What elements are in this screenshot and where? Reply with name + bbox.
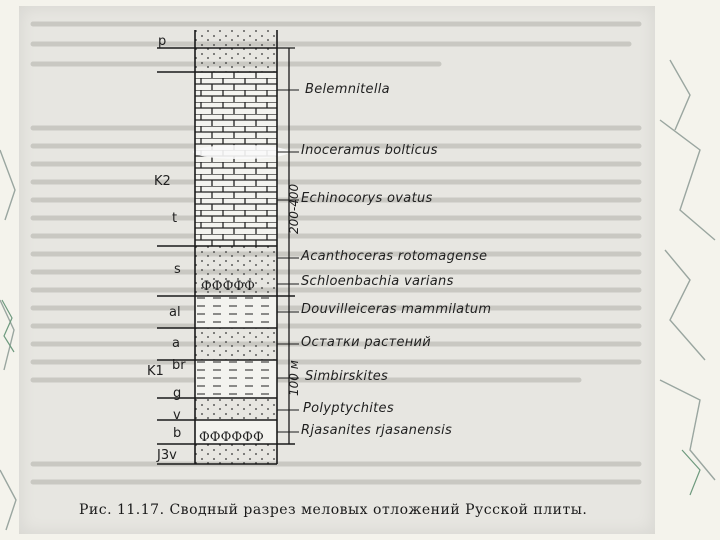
stage-index-p: p — [158, 34, 167, 49]
stage-index-g: g — [173, 386, 182, 401]
stage-index-j3v: J3v — [157, 448, 177, 463]
fossil-label: Polyptychites — [303, 401, 394, 416]
stage-index-a: a — [172, 336, 180, 351]
fossil-label: Belemnitella — [305, 82, 390, 97]
stage-index-s: s — [174, 262, 181, 277]
stage-index-t: t — [172, 211, 178, 226]
stage-index-k1: K1 — [147, 364, 164, 379]
fossil-label: Inoceramus bolticus — [301, 143, 438, 158]
stage-index-br: br — [172, 358, 186, 373]
fossil-label: Acanthoceras rotomagense — [301, 249, 488, 264]
svg-text:ФФФФФ: ФФФФФ — [201, 279, 255, 294]
stage-index-b: b — [173, 426, 182, 441]
fossil-label: Douvilleiceras mammilatum — [301, 302, 492, 317]
fossil-label: Simbirskites — [305, 369, 389, 384]
scale-label: 100 м — [287, 360, 301, 396]
stage-index-v: v — [173, 408, 181, 423]
fossil-label: Echinocorys ovatus — [301, 191, 433, 206]
fossil-label: Rjasanites rjasanensis — [301, 423, 453, 438]
figure-caption: Рис. 11.17. Сводный разрез меловых отложений Русской плиты. — [79, 502, 588, 518]
stage-index-k2: K2 — [154, 174, 171, 189]
thickness-label: 200-400 — [287, 183, 301, 234]
stage-index-al: al — [169, 305, 181, 320]
fossil-label: Остатки растений — [301, 335, 432, 350]
scanned-page — [19, 6, 655, 534]
svg-text:ФФФФФФ: ФФФФФФ — [199, 430, 264, 445]
fossil-label: Schloenbachia varians — [301, 274, 454, 289]
